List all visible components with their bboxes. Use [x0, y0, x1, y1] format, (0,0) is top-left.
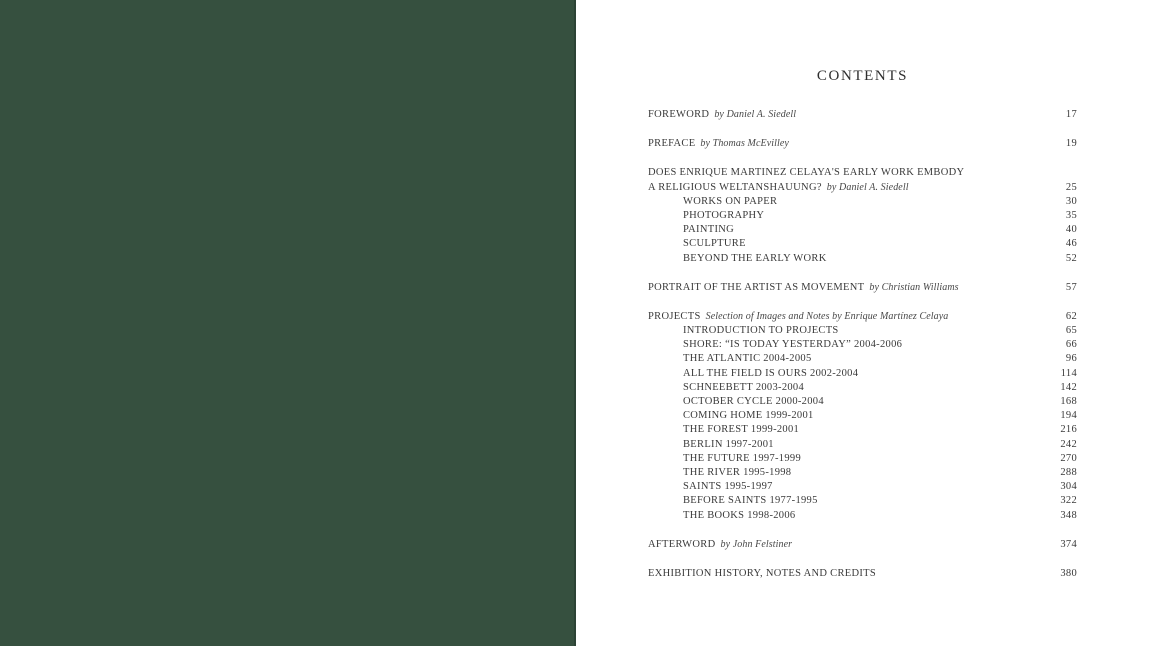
toc-entry-label: PROJECTS — [648, 310, 701, 322]
toc-row — [648, 409, 1077, 423]
toc-entry-label: EXHIBITION HISTORY, NOTES AND CREDITS — [648, 567, 877, 579]
toc-row — [648, 108, 1077, 122]
toc-page-number: 17 — [1065, 109, 1077, 120]
toc-entry-label: THE FOREST 1999-2001 — [683, 424, 800, 436]
toc-entry-label: SHORE: “IS TODAY YESTERDAY” 2004-2006 — [683, 339, 903, 351]
toc-page-number: 380 — [1060, 567, 1077, 579]
toc-page-number: 46 — [1065, 238, 1077, 250]
toc-entry-label: OCTOBER CYCLE 2000-2004 — [683, 396, 824, 407]
toc-page-number: 65 — [1065, 325, 1077, 337]
toc-entry-label: PORTRAIT OF THE ARTIST AS MOVEMENT — [648, 281, 865, 293]
contents-heading: CONTENTS — [816, 68, 909, 84]
toc-page-number: 270 — [1060, 452, 1077, 464]
toc-page-number: 35 — [1065, 209, 1077, 221]
toc-entry-label: PAINTING — [683, 224, 735, 236]
table-of-contents — [648, 0, 1077, 581]
toc-page-number: 30 — [1065, 195, 1077, 207]
toc-page-number: 304 — [1060, 481, 1077, 493]
toc-row — [648, 466, 1077, 480]
toc-entry-label: PHOTOGRAPHY — [683, 209, 765, 221]
toc-entry-label: BEYOND THE EARLY WORK — [683, 252, 827, 264]
toc-entry-label: DOES ENRIQUE MARTINEZ CELAYA'S EARLY WORK EMBODY — [648, 167, 965, 179]
toc-entry-label: SAINTS 1995-1997 — [683, 481, 773, 493]
toc-row — [648, 195, 1077, 209]
toc-row — [648, 237, 1077, 251]
toc-row — [648, 223, 1077, 237]
toc-entry-label: PREFACE — [648, 138, 696, 150]
toc-page-number: 96 — [1065, 353, 1077, 365]
toc-row — [648, 367, 1077, 381]
toc-page-number: 288 — [1060, 466, 1077, 478]
toc-row — [648, 452, 1077, 466]
toc-entry-label: SCHNEEBETT 2003-2004 — [683, 381, 805, 393]
toc-entry-label: COMING HOME 1999-2001 — [683, 410, 814, 422]
toc-page-number: 19 — [1065, 138, 1077, 150]
toc-page-number: 66 — [1065, 339, 1077, 351]
toc-list — [648, 108, 1077, 581]
toc-entry-label: INTRODUCTION TO PROJECTS — [683, 325, 839, 337]
toc-page-number: 25 — [1065, 181, 1077, 193]
toc-row — [648, 381, 1077, 395]
toc-page-number: 62 — [1065, 310, 1077, 322]
toc-page-number: 374 — [1060, 538, 1077, 550]
toc-entry-label: A RELIGIOUS WELTANSHAUUNG? — [648, 181, 822, 193]
toc-row — [648, 281, 1077, 295]
toc-entry-byline: Selection of Images and Notes by Enrique Martínez Celaya — [705, 310, 949, 322]
toc-entry-byline: by Daniel A. Siedell — [826, 181, 909, 193]
toc-row — [648, 137, 1077, 151]
toc-row — [648, 310, 1077, 324]
toc-page-number: 348 — [1060, 509, 1077, 521]
toc-page-number: 194 — [1060, 410, 1077, 422]
toc-entry-label: THE ATLANTIC 2004-2005 — [683, 353, 812, 365]
toc-entry-label: THE BOOKS 1998-2006 — [683, 509, 796, 521]
toc-row — [648, 395, 1077, 409]
toc-entry-label: SCULPTURE — [683, 238, 746, 250]
toc-page-number: 142 — [1060, 381, 1077, 393]
toc-page-number: 322 — [1060, 495, 1077, 507]
toc-page-number: 40 — [1065, 224, 1077, 236]
toc-row — [648, 166, 1077, 180]
toc-entry-byline: by John Felstiner — [720, 538, 793, 550]
toc-row — [648, 181, 1077, 195]
toc-row — [648, 338, 1077, 352]
toc-row — [648, 352, 1077, 366]
toc-entry-label: FOREWORD — [648, 109, 710, 120]
toc-row — [648, 252, 1077, 266]
toc-row — [648, 480, 1077, 494]
toc-page-number: 168 — [1060, 396, 1077, 407]
toc-entry-label: BERLIN 1997-2001 — [683, 438, 774, 450]
toc-entry-label: THE RIVER 1995-1998 — [683, 466, 792, 478]
toc-entry-label: THE FUTURE 1997-1999 — [683, 452, 801, 464]
toc-row — [648, 567, 1077, 581]
toc-entry-byline: by Daniel A. Siedell — [714, 109, 797, 120]
toc-entry-label: BEFORE SAINTS 1977-1995 — [683, 495, 818, 507]
toc-row — [648, 494, 1077, 508]
toc-entry-label: AFTERWORD — [648, 538, 716, 550]
toc-row — [648, 324, 1077, 338]
toc-page-number: 216 — [1060, 424, 1077, 436]
toc-row — [648, 438, 1077, 452]
toc-entry-byline: by Thomas McEvilley — [700, 138, 789, 150]
toc-row — [648, 423, 1077, 437]
toc-page-number: 114 — [1060, 367, 1077, 379]
toc-entry-byline: by Christian Williams — [869, 281, 959, 293]
toc-entry-label: ALL THE FIELD IS OURS 2002-2004 — [683, 367, 859, 379]
toc-row — [648, 509, 1077, 523]
toc-row — [648, 209, 1077, 223]
toc-entry-label: WORKS ON PAPER — [683, 195, 778, 207]
toc-row — [648, 538, 1077, 552]
toc-page-number: 52 — [1065, 252, 1077, 264]
toc-page-number: 57 — [1065, 281, 1077, 293]
toc-page-number: 242 — [1060, 438, 1077, 450]
